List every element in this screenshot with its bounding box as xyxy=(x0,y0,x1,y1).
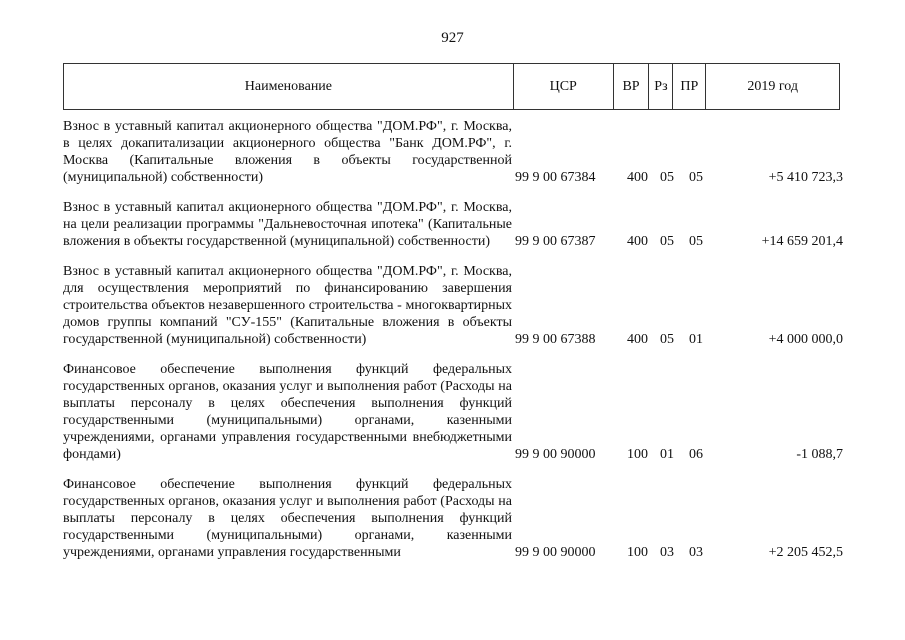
header-name: Наименование xyxy=(64,64,514,109)
row-pr: 03 xyxy=(689,545,703,560)
row-amount: -1 088,7 xyxy=(796,447,843,462)
row-name: Финансовое обеспечение выполнения функций федеральных государственных органов, оказания услуг и выполнения работ (Расходы на выплаты персоналу в целях обеспечения выполнения функций государственными (муниципальными) органами, казенными учреждениями, органами управления государственными внебюджетными фондами) xyxy=(63,362,512,462)
row-csr: 99 9 00 90000 xyxy=(515,447,596,462)
table-header xyxy=(63,63,840,110)
row-pr: 05 xyxy=(689,170,703,185)
header-csr: ЦСР xyxy=(514,64,614,109)
row-rz: 03 xyxy=(660,545,674,560)
row-csr: 99 9 00 67384 xyxy=(515,170,596,185)
row-rz: 01 xyxy=(660,447,674,462)
table-body xyxy=(63,118,853,574)
row-rz: 05 xyxy=(660,234,674,249)
row-amount: +5 410 723,3 xyxy=(768,170,843,185)
header-pr: ПР xyxy=(673,64,706,109)
row-amount: +4 000 000,0 xyxy=(768,332,843,347)
table-row xyxy=(63,476,853,561)
row-name: Взнос в уставный капитал акционерного общества "ДОМ.РФ", г. Москва, на цели реализации программы "Дальневосточная ипотека" (Капитальные вложения в объекты государственной (муниципальной) собственности) xyxy=(63,200,512,249)
row-rz: 05 xyxy=(660,170,674,185)
row-name: Финансовое обеспечение выполнения функций федеральных государственных органов, оказания услуг и выполнения работ (Расходы на выплаты персоналу в целях обеспечения выполнения функций государственными (муниципальными) органами, казенными учреждениями, органами управления государственными xyxy=(63,477,512,560)
row-csr: 99 9 00 67387 xyxy=(515,234,596,249)
table-row xyxy=(63,263,853,348)
row-amount: +14 659 201,4 xyxy=(761,234,843,249)
row-name: Взнос в уставный капитал акционерного общества "ДОМ.РФ", г. Москва, для осуществления мероприятий по финансированию завершения строительства объектов незавершенного строительства - многоквартирных домов группы компаний "СУ-155" (Капитальные вложения в объекты государственной (муниципальной) собственности) xyxy=(63,264,512,347)
row-amount: +2 205 452,5 xyxy=(768,545,843,560)
header-year: 2019 год xyxy=(747,78,798,94)
row-rz: 05 xyxy=(660,332,674,347)
row-vr: 400 xyxy=(627,332,648,347)
table-row xyxy=(63,361,853,463)
table-row xyxy=(63,199,853,250)
row-name: Взнос в уставный капитал акционерного общества "ДОМ.РФ", г. Москва, в целях докапитализации акционерного общества "Банк ДОМ.РФ", г. Москва (Капитальные вложения в объекты государственной (муниципальной) собственности) xyxy=(63,119,512,185)
row-pr: 01 xyxy=(689,332,703,347)
row-csr: 99 9 00 90000 xyxy=(515,545,596,560)
header-rz: Рз xyxy=(649,64,673,109)
table-row xyxy=(63,118,853,186)
header-vr: ВР xyxy=(614,64,650,109)
row-pr: 06 xyxy=(689,447,703,462)
row-vr: 100 xyxy=(627,447,648,462)
page-number: 927 xyxy=(441,30,464,46)
row-pr: 05 xyxy=(689,234,703,249)
row-vr: 400 xyxy=(627,170,648,185)
row-vr: 100 xyxy=(627,545,648,560)
row-csr: 99 9 00 67388 xyxy=(515,332,596,347)
row-vr: 400 xyxy=(627,234,648,249)
